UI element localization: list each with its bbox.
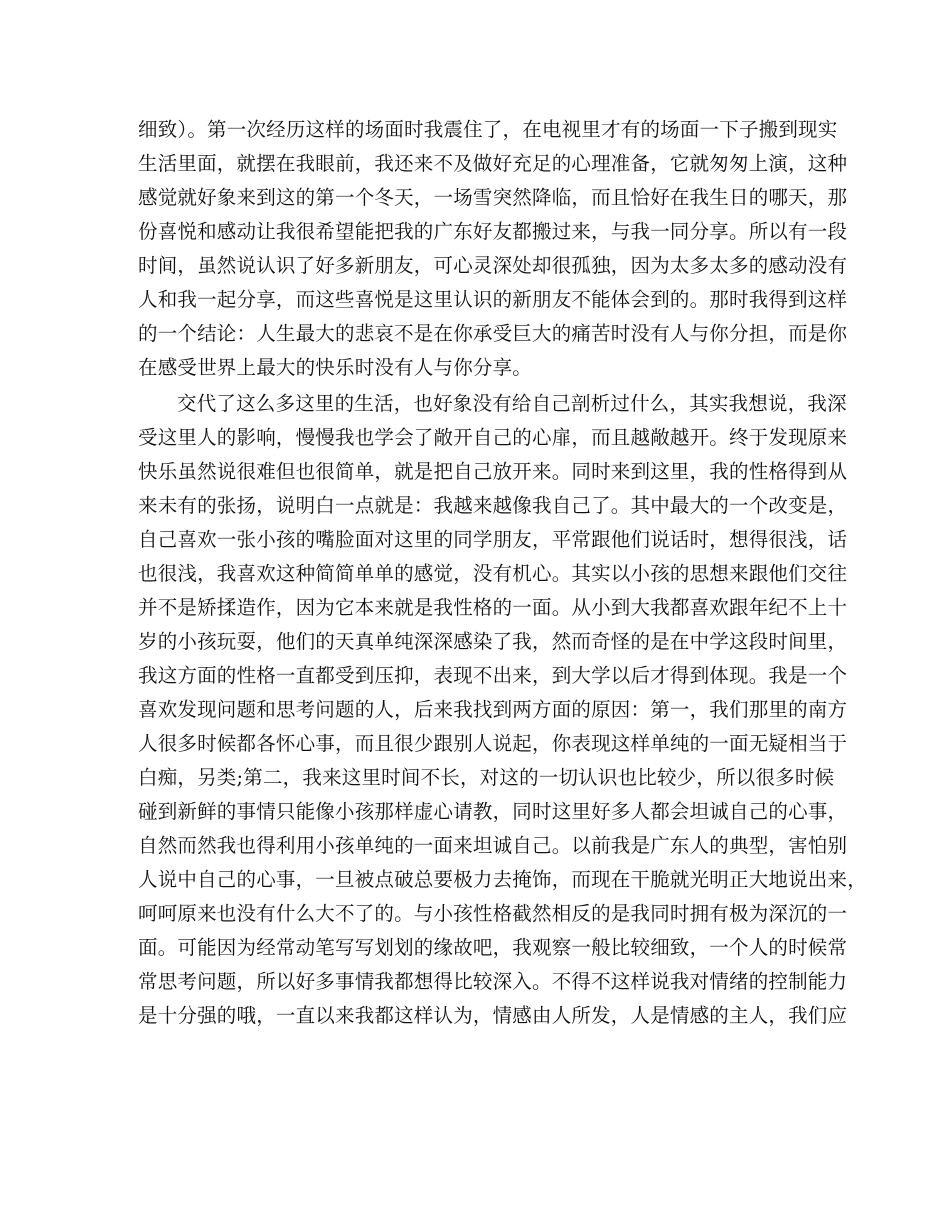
text-line: 人很多时候都各怀心事，而且很少跟别人说起，你表现这样单纯的一面无疑相当于 — [138, 732, 848, 755]
text-line: 的一个结论：人生最大的悲哀不是在你承受巨大的痛苦时没有人与你分担，而是你 — [138, 322, 848, 345]
text-line: 时间，虽然说认识了好多新朋友，可心灵深处却很孤独，因为太多太多的感动没有 — [138, 254, 848, 277]
text-line: 人和我一起分享，而这些喜悦是这里认识的新朋友不能体会到的。那时我得到这样 — [138, 288, 848, 311]
text-line: 份喜悦和感动让我很希望能把我的广东好友都搬过来，与我一同分享。所以有一段 — [138, 220, 848, 243]
text-line: 感觉就好象来到这的第一个冬天，一场雪突然降临，而且恰好在我生日的哪天，那 — [138, 186, 848, 209]
text-line: 是十分强的哦，一直以来我都这样认为，情感由人所发，人是情感的主人，我们应 — [138, 1004, 848, 1027]
text-line: 细致）。第一次经历这样的场面时我震住了，在电视里才有的场面一下子搬到现实 — [138, 118, 838, 141]
text-line: 面。可能因为经常动笔写写划划的缘故吧，我观察一般比较细致，一个人的时候常 — [138, 936, 848, 959]
text-line: 也很浅，我喜欢这种简简单单的感觉，没有机心。其实以小孩的思想来跟他们交往 — [138, 562, 848, 585]
text-line: 来未有的张扬，说明白一点就是：我越来越像我自己了。其中最大的一个改变是， — [138, 494, 848, 517]
text-line: 人说中自己的心事，一旦被点破总要极力去掩饰，而现在干脆就光明正大地说出来， — [138, 868, 867, 891]
text-line: 喜欢发现问题和思考问题的人，后来我找到两方面的原因：第一，我们那里的南方 — [138, 698, 848, 721]
paragraph-first-line: 交代了这么多这里的生活，也好象没有给自己剖析过什么，其实我想说，我深 — [177, 392, 847, 415]
text-line: 我这方面的性格一直都受到压抑，表现不出来，到大学以后才得到体现。我是一个 — [138, 664, 848, 687]
text-line: 常思考问题，所以好多事情我都想得比较深入。不得不这样说我对情绪的控制能力 — [138, 970, 848, 993]
text-line: 白痴，另类;第二，我来这里时间不长，对这的一切认识也比较少，所以很多时候 — [138, 766, 835, 789]
text-line: 自然而然我也得利用小孩单纯的一面来坦诚自己。以前我是广东人的典型，害怕别 — [138, 834, 848, 857]
text-line: 并不是矫揉造作，因为它本来就是我性格的一面。从小到大我都喜欢跟年纪不上十 — [138, 596, 848, 619]
text-line: 在感受世界上最大的快乐时没有人与你分享。 — [138, 356, 533, 379]
text-line: 生活里面，就摆在我眼前，我还来不及做好充足的心理准备，它就匆匆上演，这种 — [138, 152, 848, 175]
text-line: 呵呵原来也没有什么大不了的。与小孩性格截然相反的是我同时拥有极为深沉的一 — [138, 902, 848, 925]
text-line: 快乐虽然说很难但也很简单，就是把自己放开来。同时来到这里，我的性格得到从 — [138, 460, 848, 483]
text-line: 岁的小孩玩耍，他们的天真单纯深深感染了我，然而奇怪的是在中学这段时间里， — [138, 630, 848, 653]
text-line: 自己喜欢一张小孩的嘴脸面对这里的同学朋友，平常跟他们说话时，想得很浅，话 — [138, 528, 848, 551]
text-line: 受这里人的影响，慢慢我也学会了敞开自己的心扉，而且越敞越开。终于发现原来 — [138, 426, 848, 449]
text-line: 碰到新鲜的事情只能像小孩那样虚心请教，同时这里好多人都会坦诚自己的心事， — [138, 800, 848, 823]
